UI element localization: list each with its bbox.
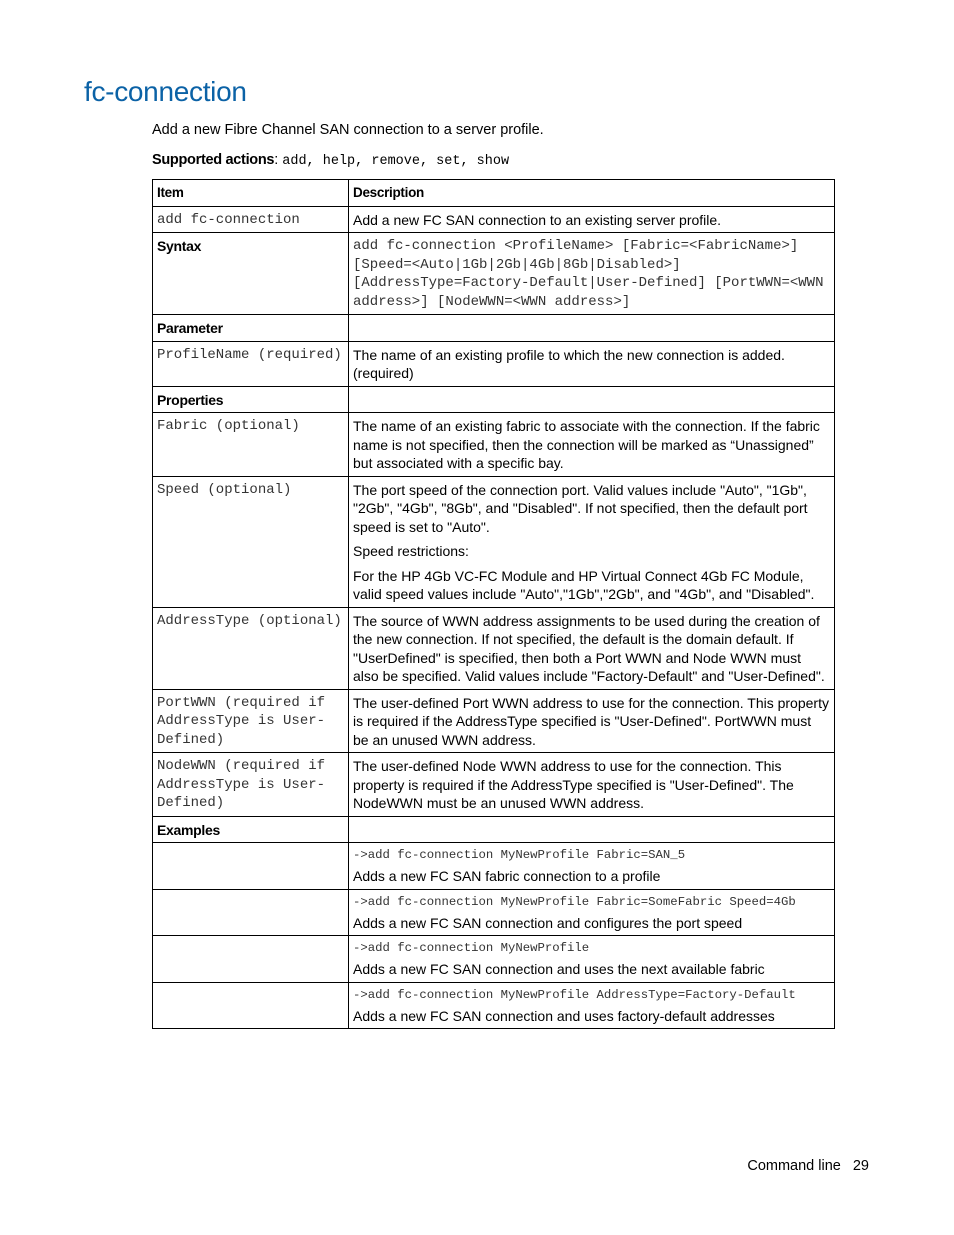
property-description: The user-defined Port WWN address to use for the connection. This property is required if the AddressType specified is "User-Defined". PortWWN must be an unused WWN address. — [349, 689, 835, 753]
parameter-name: ProfileName (required) — [153, 341, 349, 386]
supported-actions — [152, 152, 509, 169]
table-row — [153, 341, 835, 386]
speed-paragraph: Speed restrictions: — [353, 543, 469, 559]
empty-cell — [153, 889, 349, 936]
speed-paragraph: The port speed of the connection port. Valid values include "Auto", "1Gb", "2Gb", "4Gb", "8Gb", and "Disabled". If not specified, then the default port speed is set to "Auto". — [353, 481, 808, 535]
parameter-label: Parameter — [153, 315, 349, 342]
example-row — [153, 843, 835, 890]
property-name: AddressType (optional) — [153, 607, 349, 689]
property-name: Fabric (optional) — [153, 413, 349, 477]
example-command: ->add fc-connection MyNewProfile Fabric=SAN_5 — [353, 848, 686, 862]
property-name: PortWWN (required if AddressType is User-Defined) — [153, 689, 349, 753]
example-row — [153, 982, 835, 1029]
syntax-line: [Speed=<Auto|1Gb|2Gb|4Gb|8Gb|Disabled>] — [353, 256, 681, 273]
syntax-line: add fc-connection <ProfileName> [Fabric=<FabricName>] — [353, 238, 799, 254]
command-name-cell: add fc-connection — [153, 206, 349, 233]
table-row — [153, 413, 835, 477]
syntax-line: [AddressType=Factory-Default|User-Defined] [PortWWN=<WWN — [353, 275, 824, 291]
examples-label: Examples — [153, 816, 349, 843]
supported-actions-list: add, help, remove, set, show — [282, 154, 510, 169]
empty-cell — [153, 936, 349, 983]
syntax-label: Syntax — [153, 233, 349, 315]
example-text: Adds a new FC SAN fabric connection to a profile — [353, 868, 661, 884]
example-text: Adds a new FC SAN connection and configures the port speed — [353, 914, 743, 931]
example-cell — [349, 889, 835, 936]
table-row — [153, 689, 835, 753]
header-description: Description — [349, 180, 835, 207]
property-description: The user-defined Node WWN address to use for the connection. This property is required if the AddressType specified is "User-Defined". The NodeWWN must be an unused WWN address. — [349, 753, 835, 817]
example-command: ->add fc-connection MyNewProfile Fabric=SomeFabric Speed=4Gb — [353, 894, 796, 909]
property-name: NodeWWN (required if AddressType is User-Defined) — [153, 753, 349, 817]
speed-paragraph: For the HP 4Gb VC-FC Module and HP Virtual Connect 4Gb FC Module, valid speed values include "Auto","1Gb","2Gb", and "4Gb", and "Disabled". — [353, 567, 815, 602]
example-row — [153, 889, 835, 936]
table-row — [153, 476, 835, 607]
example-cell — [349, 936, 835, 983]
empty-cell — [153, 843, 349, 890]
example-row — [153, 936, 835, 983]
command-description-cell: Add a new FC SAN connection to an existing server profile. — [349, 206, 835, 233]
header-item: Item — [153, 180, 349, 207]
properties-heading-row — [153, 386, 835, 413]
command-table — [152, 179, 835, 1029]
empty-cell — [349, 816, 835, 843]
page-footer — [747, 1158, 869, 1174]
example-command: ->add fc-connection MyNewProfile AddressType=Factory-Default — [353, 987, 796, 1002]
footer-section: Command line — [747, 1158, 841, 1174]
supported-actions-label: Supported actions — [152, 152, 275, 168]
parameter-description: The name of an existing profile to which the new connection is added. (required) — [349, 341, 835, 386]
parameter-heading-row — [153, 315, 835, 342]
property-name: Speed (optional) — [153, 476, 349, 607]
syntax-line: address>] [NodeWWN=<WWN address>] — [353, 293, 631, 310]
page-title: fc-connection — [84, 76, 247, 107]
intro-text: Add a new Fibre Channel SAN connection to a server profile. — [152, 122, 544, 138]
syntax-row — [153, 233, 835, 315]
supported-actions-colon: : — [274, 152, 279, 168]
empty-cell — [349, 386, 835, 413]
table-row — [153, 607, 835, 689]
example-text: Adds a new FC SAN connection and uses the next available fabric — [353, 961, 765, 977]
example-cell — [349, 982, 835, 1029]
examples-heading-row — [153, 816, 835, 843]
example-cell — [349, 843, 835, 890]
property-description: The name of an existing fabric to associate with the connection. If the fabric name is not specified, then the connection will be marked as “Unassigned” but associated with a specific bay. — [349, 413, 835, 477]
empty-cell — [349, 315, 835, 342]
table-row — [153, 753, 835, 817]
empty-cell — [153, 982, 349, 1029]
table-header-row — [153, 180, 835, 207]
properties-label: Properties — [153, 386, 349, 413]
property-description: The source of WWN address assignments to be used during the creation of the new connection. If not specified, the default is the domain default. If "UserDefined" is specified, then both a Port WWN and Node WWN must also be specified. Valid values include "Factory-Default" and "User-Defined". — [349, 607, 835, 689]
page-number: 29 — [852, 1158, 869, 1174]
syntax-cell — [349, 233, 835, 315]
table-row — [153, 206, 835, 233]
example-command: ->add fc-connection MyNewProfile — [353, 941, 590, 955]
example-text: Adds a new FC SAN connection and uses factory-default addresses — [353, 1007, 775, 1024]
property-description — [349, 476, 835, 607]
